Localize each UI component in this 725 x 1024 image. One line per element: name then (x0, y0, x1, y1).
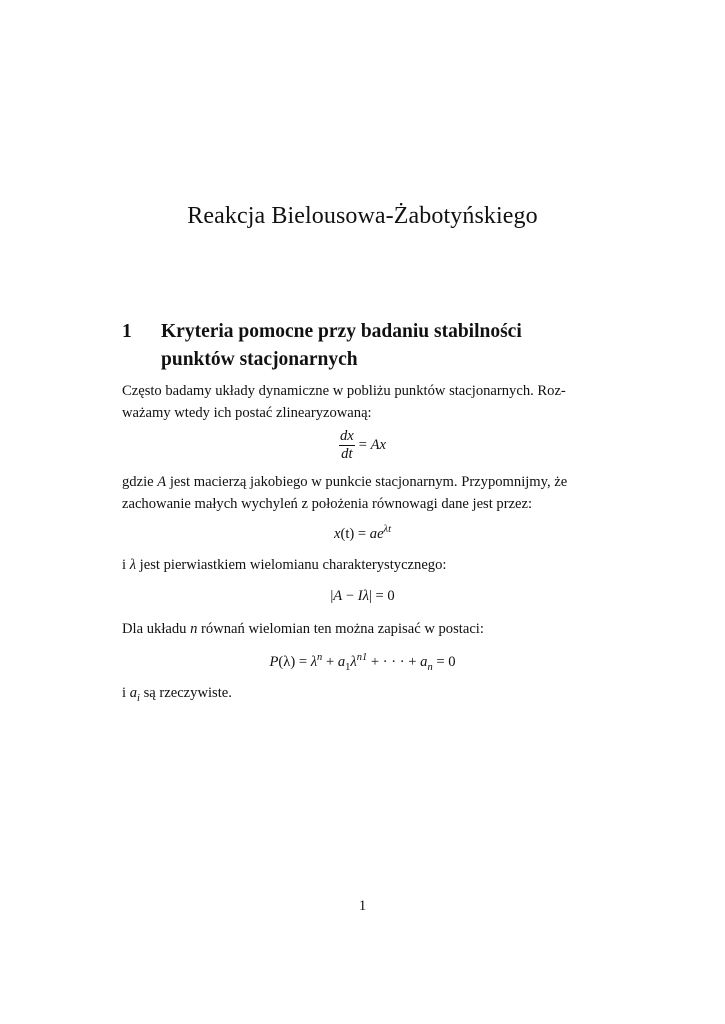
text-segment: równań wielomian ten można zapisać w postaci: (197, 621, 484, 637)
page-number: 1 (358, 898, 367, 914)
paragraph-intro-line-1: Często badamy układy dynamiczne w pobliżu punktów stacjonarnych. Roz- (122, 383, 566, 399)
math-variable-a: A (157, 474, 167, 490)
math-variable-lambda: λ (129, 557, 137, 573)
math-i-lambda: Iλ (357, 588, 369, 604)
math-sub-n: n (427, 661, 433, 673)
math-sub-1: 1 (345, 661, 351, 673)
equation-solution (0, 524, 725, 543)
math-x: x (333, 525, 341, 542)
math-plus-dots: + · · · + (367, 653, 421, 670)
math-p: P (269, 653, 279, 670)
math-plus: + (322, 653, 338, 670)
paragraph-lambda (122, 555, 604, 577)
math-an: a (420, 653, 428, 670)
math-sup-n: n (317, 652, 323, 663)
math-bar-right: | = 0 (368, 588, 395, 604)
paragraph-polynomial (122, 619, 604, 641)
paragraph-jacobian-line-2: zachowanie małych wychyleń z położenia równowagi dane jest przez: (122, 495, 533, 512)
math-argument: (t) = (340, 525, 370, 542)
text-segment: jest macierzą jakobiego w punkcie stacjonarnym. Przypomnijmy, że (166, 474, 568, 490)
math-exponent: λt (383, 524, 392, 535)
math-sup-n1: n1 (356, 652, 368, 663)
math-lambda: λ (350, 653, 357, 670)
paragraph-lambda-line-1 (122, 555, 604, 577)
math-minus: − (342, 588, 358, 604)
math-a-matrix: A (333, 588, 343, 604)
section-title (161, 318, 621, 374)
equation-linearized (0, 428, 725, 463)
paragraph-jacobian (122, 472, 604, 515)
section-title-line-1: Kryteria pomocne przy badaniu stabilności (161, 321, 522, 342)
math-equals-zero: = 0 (432, 653, 456, 670)
fraction-dx-dt (339, 428, 355, 463)
fraction-denominator: dt (341, 446, 353, 462)
math-variable-n: n (190, 621, 198, 637)
paragraph-coefficients (122, 683, 604, 709)
paragraph-jacobian-line-1 (122, 472, 604, 494)
fraction-numerator: dx (339, 428, 354, 444)
text-segment: gdzie (122, 474, 158, 490)
section-title-line-2: punktów stacjonarnych (161, 349, 358, 370)
equation-rhs: Ax (370, 436, 387, 453)
text-segment: Dla układu (122, 621, 191, 637)
paragraph-intro (122, 381, 604, 424)
math-sub-i: i (137, 692, 140, 704)
math-bar-left: | (330, 588, 334, 604)
math-lambda: λ (310, 653, 318, 670)
paragraph-intro-line-2: ważamy wtedy ich postać zlinearyzowaną: (122, 404, 372, 421)
math-ae: ae (369, 525, 384, 542)
equation-polynomial (0, 652, 725, 673)
equation-characteristic (0, 588, 725, 605)
text-segment: są rzeczywiste. (139, 685, 232, 701)
paragraph-coefficients-line-1 (122, 683, 604, 709)
math-a: a (129, 685, 137, 701)
math-a1: a (337, 653, 346, 670)
paragraph-polynomial-line-1 (122, 619, 604, 641)
math-p-argument: (λ) = (278, 653, 311, 670)
text-segment: i (122, 557, 130, 573)
section-number: 1 (122, 321, 132, 342)
page-title: Reakcja Bielousowa-Żabotyńskiego (187, 203, 538, 229)
text-segment: i (122, 685, 130, 701)
equation-equals: = (358, 436, 371, 453)
text-segment: jest pierwiastkiem wielomianu charakterystycznego: (136, 557, 447, 573)
